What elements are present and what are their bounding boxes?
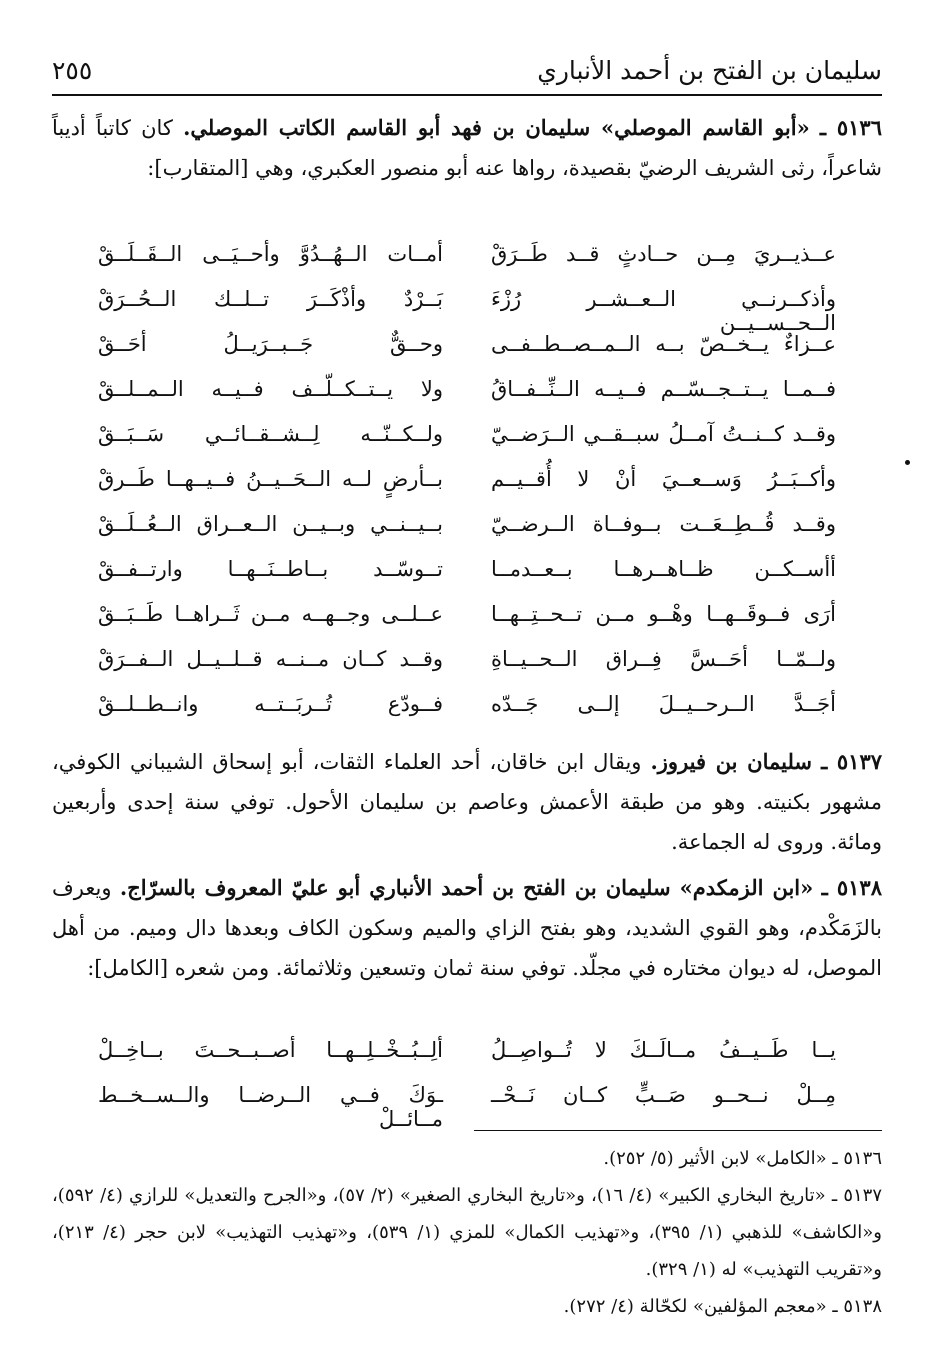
verse-first-hemistich: وقــد كــنــتُ آمــلُ سبــقــي الــرَضــيّ (491, 422, 836, 446)
entry-number: ٥١٣٦ ـ (819, 115, 882, 140)
verse (52, 281, 882, 335)
verse-second-hemistich: ألِــبُــخْــلِــهــا أصــبــحــتَ بــاخِــلْ (98, 1038, 443, 1062)
verse-second-hemistich: فــودّع تُــربَــتــه وانــطــلــقْ (98, 692, 443, 716)
entry-heading: «ابن الزمكدم» سليمان بن الفتح بن أحمد الأنباري أبو عليّ المعروف بالسرّاج. (119, 875, 814, 900)
verse-first-hemistich: وقــد قُــطِــعَــت بــوفــاة الــرضــيّ (491, 512, 836, 536)
margin-mark (905, 460, 910, 465)
poem-mutaqarib (52, 236, 882, 731)
verse (52, 236, 882, 281)
entry-5137 (52, 742, 882, 862)
verse-second-hemistich: بــيــنــي وبــيــن الــعــراق الــعُــلَــقْ (98, 512, 443, 536)
verse (52, 416, 882, 461)
verse-second-hemistich: ولــكــنّــه لِــشــقــائــي سَــبَــقْ (98, 422, 443, 446)
verse-first-hemistich: يــا طَــيــفُ مــالَــكَ لا تُــواصِــلُ (491, 1038, 836, 1062)
verse (52, 686, 882, 731)
verse (52, 1032, 882, 1077)
entry-text: ويقال ابن خاقان، أحد العلماء الثقات، أبو إسحاق الشيباني الكوفي، مشهور بكنيته. وهو من طبقة الأعمش وعاصم بن سليمان الأحول. توفي سنة إحدى وأربعين ومائة. وروى له الجماعة. (52, 750, 882, 854)
footnotes (52, 1140, 882, 1325)
verse-first-hemistich: أرَى فــوقَــهــا وهْــو مــن تــحــتِــهــا (491, 602, 836, 626)
entry-heading: سليمان بن فيروز. (650, 749, 813, 774)
verse-second-hemistich: أمــات الــهُــدُوَّ وأحــيَــى الــقَــلَــقْ (98, 242, 443, 266)
entry-number: ٥١٣٧ ـ (821, 749, 883, 774)
verse-first-hemistich: فــمــا يــتــجــسّــم فــيــه الــنِّــفــاقُ (491, 377, 836, 401)
verse-second-hemistich: بــأرضٍ لــه الــحَــيــنُ فــيــهــا طَــرقْ (98, 467, 443, 491)
verse-first-hemistich: أأســكــن ظــاهــرهــا بــعــدمــا (491, 557, 836, 581)
verse-first-hemistich: عــذيــريَ مِــن حــادثٍ قــد طَــرَقْ (491, 242, 836, 266)
verse (52, 596, 882, 641)
verse-first-hemistich: ولــمّــا أحَــسَّ فِــراق الــحــيــاةِ (491, 647, 836, 671)
entry-text: ويعرف بالزَمَكْدم، وهو القوي الشديد، وهو بفتح الزاي والميم وسكون الكاف وبعدها دال وميم. من أهل الموصل، له ديوان مختاره في مجلّد. توفي سنة ثمان وتسعين وثلاثمائة. ومن شعره [الكامل]: (52, 876, 882, 980)
page-number: ٢٥٥ (52, 56, 93, 85)
header-title: سليمان بن الفتح بن أحمد الأنباري (537, 56, 882, 85)
entry-5138 (52, 868, 882, 988)
verse (52, 551, 882, 596)
verse-first-hemistich: وأذكــرنــي الــعــشــر رُزْءَ الــحــســيــن (491, 287, 836, 335)
footnote-separator (474, 1130, 882, 1131)
verse-first-hemistich: مِــلْ نــحــو صَــبٍّ كــان نَــحْــ (491, 1083, 836, 1107)
footnote: ٥١٣٧ ـ «تاريخ البخاري الكبير» (٤/ ١٦)، و«تاريخ البخاري الصغير» (٢/ ٥٧)، و«الجرح والتعديل» للرازي (٤/ ٥٩٢)، و«الكاشف» للذهبي (١/ ٣٩٥)، و«تهذيب الكمال» للمزي (١/ ٥٣٩)، و«تهذيب التهذيب» لابن حجر (٤/ ٢١٣)، و«تقريب التهذيب» له (١/ ٣٢٩). (52, 1185, 883, 1280)
footnote: ٥١٣٦ ـ «الكامل» لابن الأثير (٥/ ٢٥٢). (603, 1148, 882, 1169)
verse-second-hemistich: ولا يــتــكــلّــف فــيــه الــمــلــقْ (98, 377, 443, 401)
entry-5136 (52, 108, 882, 188)
verse-second-hemistich: ـوَكَ فــي الــرضــا والــســخــط مــائــلْ (98, 1083, 443, 1131)
entry-heading: «أبو القاسم الموصلي» سليمان بن فهد أبو القاسم الكاتب الموصلي. (183, 115, 810, 140)
verse-first-hemistich: عــزاءٌ يــخــصّ بــه الــمــصــطــفــى (491, 332, 836, 356)
verse (52, 326, 882, 371)
verse-second-hemistich: وقــد كــان مــنــه قــلــيــل الــفــرَقْ (98, 647, 443, 671)
verse-first-hemistich: أجَــدَّ الــرحــيــلَ إلــى جَــدّه (491, 692, 836, 716)
running-header (52, 50, 882, 96)
verse (52, 1077, 882, 1131)
footnote: ٥١٣٨ ـ «معجم المؤلفين» لكحّالة (٤/ ٢٧٢). (563, 1296, 882, 1317)
verse (52, 506, 882, 551)
verse (52, 461, 882, 506)
verse (52, 641, 882, 686)
verse-second-hemistich: وحــقٌّ جَــبــرَيــلُ أحَــقْ (98, 332, 443, 356)
verse-first-hemistich: وأكــبَــرُ وَســعــيَ أنْ لا أُقــيــم (491, 467, 836, 491)
entry-text: كان كاتباً أديباً شاعراً، رثى الشريف الرضيّ بقصيدة، رواها عنه أبو منصور العكبري، وهي [المتقارب]: (52, 116, 882, 180)
verse-second-hemistich: تــوسّــد بــاطــنَــهــا وارتــفــقْ (98, 557, 443, 581)
verse-second-hemistich: بَــرْدٌ وأذْكَــرَ تــلــك الــحُــرَقْ (98, 287, 443, 311)
poem-kamil (52, 1032, 882, 1131)
verse (52, 371, 882, 416)
entry-number: ٥١٣٨ ـ (821, 875, 882, 900)
verse-second-hemistich: عــلــى وجــهــه مــن ثَــراهــا طَــبَــقْ (98, 602, 443, 626)
